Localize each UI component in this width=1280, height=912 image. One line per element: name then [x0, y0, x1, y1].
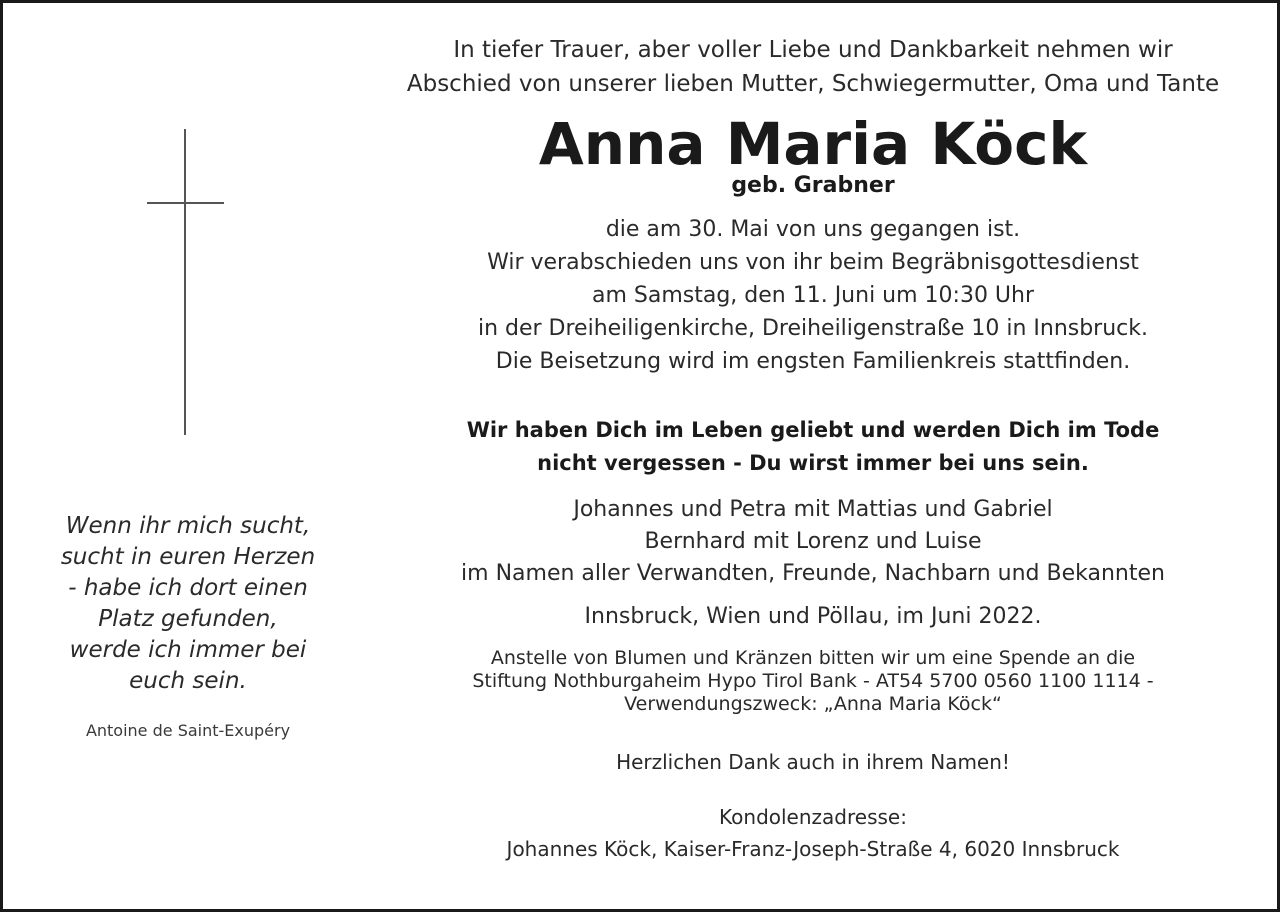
family-line: Bernhard mit Lorenz und Luise — [644, 529, 982, 554]
motto-line: nicht vergessen - Du wirst immer bei uns sein. — [537, 451, 1089, 475]
details-line: am Samstag, den 11. Juni um 10:30 Uhr — [591, 283, 1035, 308]
donation-line: Verwendungszweck: „Anna Maria Köck“ — [624, 693, 1002, 715]
quote-line: - habe ich dort einen — [68, 575, 308, 601]
family-line: Johannes und Petra mit Mattias und Gabriel — [573, 497, 1053, 522]
funeral-details — [383, 213, 1243, 378]
condolence-address — [383, 801, 1243, 865]
details-line: die am 30. Mai von uns gegangen ist. — [605, 217, 1021, 242]
condolence-address-line: Johannes Köck, Kaiser-Franz-Joseph-Straße 4, 6020 Innsbruck — [506, 837, 1120, 861]
quote — [43, 511, 333, 697]
thanks: Herzlichen Dank auch in ihrem Namen! — [616, 750, 1010, 774]
cross-icon-crossbar — [147, 202, 224, 204]
quote-line: Platz gefunden, — [98, 606, 278, 632]
maiden-name: geb. Grabner — [731, 173, 895, 198]
place-date: Innsbruck, Wien und Pöllau, im Juni 2022. — [584, 604, 1042, 629]
quote-line: werde ich immer bei — [69, 637, 307, 663]
intro-line: Abschied von unserer lieben Mutter, Schwiegermutter, Oma und Tante — [406, 71, 1220, 97]
motto — [383, 414, 1243, 480]
cross-icon — [184, 129, 186, 435]
donation-line: Anstelle von Blumen und Kränzen bitten wir um eine Spende an die — [490, 647, 1136, 669]
family-line: im Namen aller Verwandten, Freunde, Nachbarn und Bekannten — [461, 561, 1165, 586]
details-line: in der Dreiheiligenkirche, Dreiheiligenstraße 10 in Innsbruck. — [477, 316, 1149, 341]
quote-line: Wenn ihr mich sucht, — [65, 513, 311, 539]
notice-main — [383, 33, 1243, 865]
quote-line: sucht in euren Herzen — [60, 544, 316, 570]
intro — [383, 33, 1243, 101]
quote-line: euch sein. — [129, 668, 247, 694]
motto-line: Wir haben Dich im Leben geliebt und werden Dich im Tode — [466, 418, 1160, 442]
intro-line: In tiefer Trauer, aber voller Liebe und Dankbarkeit nehmen wir — [453, 37, 1173, 63]
deceased-name: Anna Maria Köck — [538, 110, 1088, 178]
family-signatures — [383, 494, 1243, 590]
donation-line: Stiftung Nothburgaheim Hypo Tirol Bank - AT54 5700 0560 1100 1114 - — [472, 670, 1154, 692]
quote-author: Antoine de Saint-Exupéry — [85, 721, 291, 740]
donation-request — [383, 647, 1243, 716]
details-line: Die Beisetzung wird im engsten Familienkreis stattfinden. — [495, 349, 1131, 374]
condolence-label: Kondolenzadresse: — [719, 805, 907, 829]
details-line: Wir verabschieden uns von ihr beim Begräbnisgottesdienst — [487, 250, 1139, 275]
